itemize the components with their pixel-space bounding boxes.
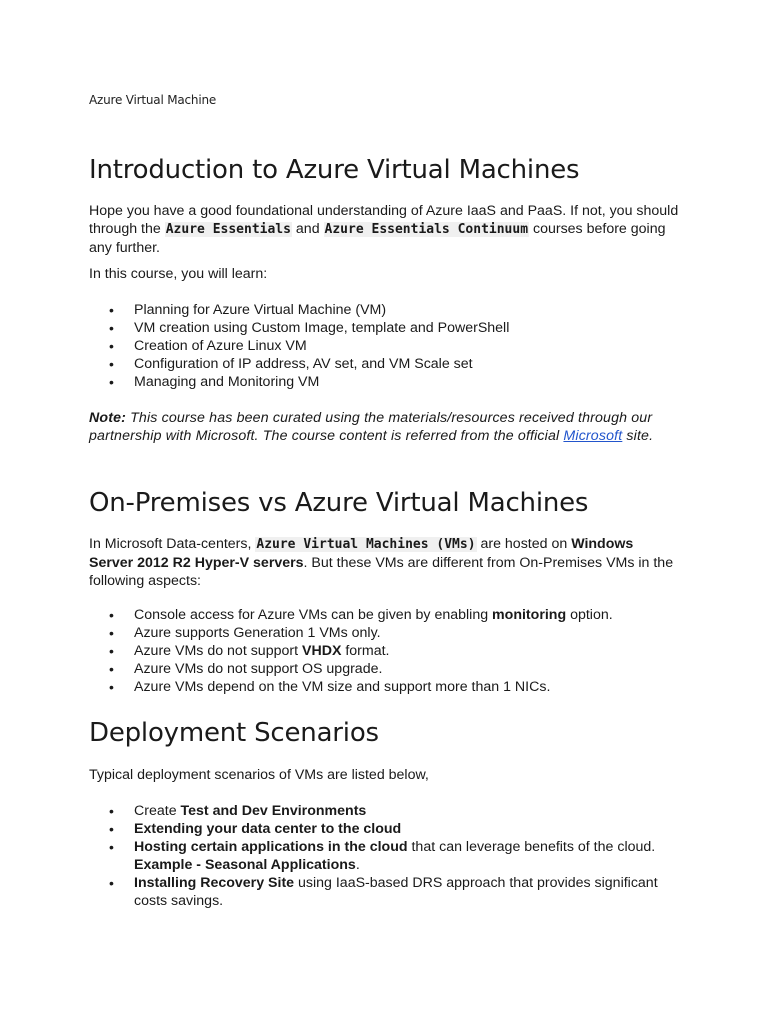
item-bold: Hosting certain applications in the cloud (134, 839, 408, 855)
code-azure-essentials-continuum: Azure Essentials Continuum (324, 222, 529, 237)
list-item (89, 624, 679, 642)
item-bold: VHDX (301, 643, 342, 659)
onprem-bold-servers: Windows Server 2012 R2 Hyper-V servers (89, 536, 634, 571)
onprem-text-1: In Microsoft Data-centers, (89, 536, 256, 552)
section-title-on-premises: On-Premises vs Azure Virtual Machines (89, 488, 589, 518)
list-item: • Creation of Azure Linux VM (89, 337, 679, 355)
list-item: • Planning for Azure Virtual Machine (VM) (89, 301, 679, 319)
item-text-end: . (355, 857, 360, 873)
item-bold-example: Example - Seasonal Applications (134, 857, 356, 873)
item-text: Azure VMs do not support OS upgrade. (134, 661, 383, 677)
item-text: Console access for Azure VMs can be given by enabling (134, 607, 493, 623)
item-text: that can leverage benefits of the cloud. (407, 839, 656, 855)
section-title-deployment: Deployment Scenarios (89, 718, 379, 748)
code-azure-essentials: Azure Essentials (165, 222, 291, 237)
item-text-end: format. (341, 643, 390, 659)
intro-text-2: and (291, 221, 324, 237)
onprem-text-3: . But these VMs are different from On-Premises VMs in the following aspects: (89, 555, 674, 589)
deployment-list (89, 802, 679, 910)
list-item (89, 820, 679, 838)
course-learn-paragraph: In this course, you will learn: (89, 266, 268, 282)
item-bold: Installing Recovery Site (134, 875, 295, 891)
intro-text-3: courses before going any further. (89, 221, 666, 256)
note-label: Note: (89, 410, 127, 426)
item-bold: monitoring (492, 607, 567, 623)
deployment-paragraph: Typical deployment scenarios of VMs are listed below, (89, 767, 429, 783)
list-item: • Configuration of IP address, AV set, and VM Scale set (89, 355, 679, 373)
differences-list (89, 606, 679, 696)
list-item (89, 678, 679, 696)
item-bold: Test and Dev Environments (180, 803, 367, 819)
list-item (89, 838, 679, 874)
document-header: Azure Virtual Machine (89, 93, 217, 107)
list-item (89, 660, 679, 678)
code-azure-vms: Azure Virtual Machines (VMs) (256, 537, 476, 552)
list-item (89, 802, 679, 820)
note-text: This course has been curated using the materials/resources received through our partnership with Microsoft. The course content is referred from the official (89, 410, 653, 444)
note-paragraph (89, 409, 679, 445)
list-item: • Managing and Monitoring VM (89, 373, 679, 391)
item-text: Azure VMs depend on the VM size and support more than 1 NICs. (134, 679, 551, 695)
learning-list (89, 301, 679, 391)
item-text: Azure supports Generation 1 VMs only. (134, 625, 381, 641)
list-item (89, 642, 679, 660)
item-text: using IaaS-based DRS approach that provides significant costs savings. (134, 875, 658, 909)
item-text: Azure VMs do not support (134, 643, 302, 659)
list-item (89, 874, 679, 910)
item-text: Create (134, 803, 181, 819)
intro-paragraph (89, 202, 679, 257)
list-item: • VM creation using Custom Image, template and PowerShell (89, 319, 679, 337)
item-text-end: option. (566, 607, 613, 623)
microsoft-link[interactable]: Microsoft (563, 428, 623, 444)
item-bold: Extending your data center to the cloud (134, 821, 402, 837)
onprem-text-2: are hosted on (476, 536, 572, 552)
intro-text-1: Hope you have a good foundational understanding of Azure IaaS and PaaS. If not, you should through the (89, 203, 679, 237)
list-item (89, 606, 679, 624)
section-title-introduction: Introduction to Azure Virtual Machines (89, 155, 580, 185)
note-end: site. (622, 428, 654, 444)
on-premises-paragraph (89, 535, 679, 590)
